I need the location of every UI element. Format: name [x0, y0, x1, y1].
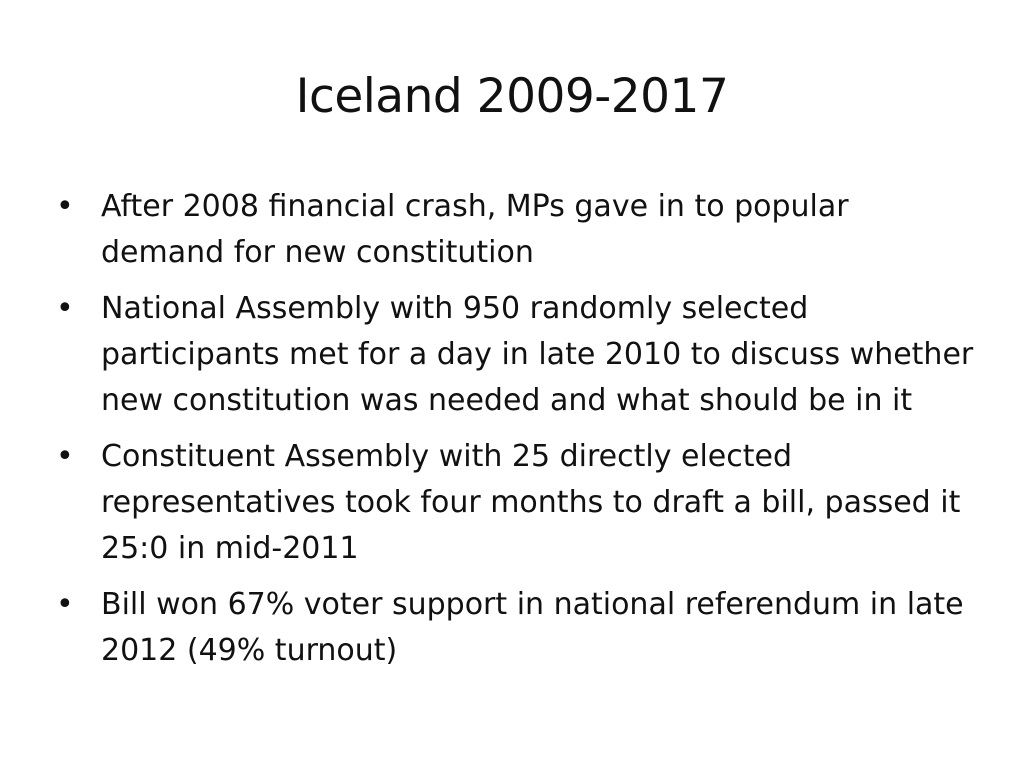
bullet-item-2: [56, 286, 976, 424]
bullet-text: Bill won 67% voter support in national referendum in late 2012 (49% turnout): [101, 587, 964, 668]
bullet-text: After 2008 financial crash, MPs gave in to popular demand for new constitution: [101, 189, 849, 270]
bullet-icon: •: [56, 439, 74, 474]
bullet-item-4: [56, 582, 976, 674]
bullet-item-1: [56, 184, 976, 276]
bullet-text: National Assembly with 950 randomly selected participants met for a day in late 2010 to discuss whether new constitution was needed and what should be in it: [101, 291, 974, 418]
bullet-icon: •: [56, 587, 74, 622]
slide-title: Iceland 2009-2017: [295, 69, 729, 124]
bullet-icon: •: [56, 189, 74, 224]
bullet-text: Constituent Assembly with 25 directly elected representatives took four months to draft a bill, passed it 25:0 in mid-2011: [101, 439, 961, 566]
bullet-item-3: [56, 434, 976, 572]
bullet-list: [56, 184, 976, 684]
bullet-icon: •: [56, 291, 74, 326]
